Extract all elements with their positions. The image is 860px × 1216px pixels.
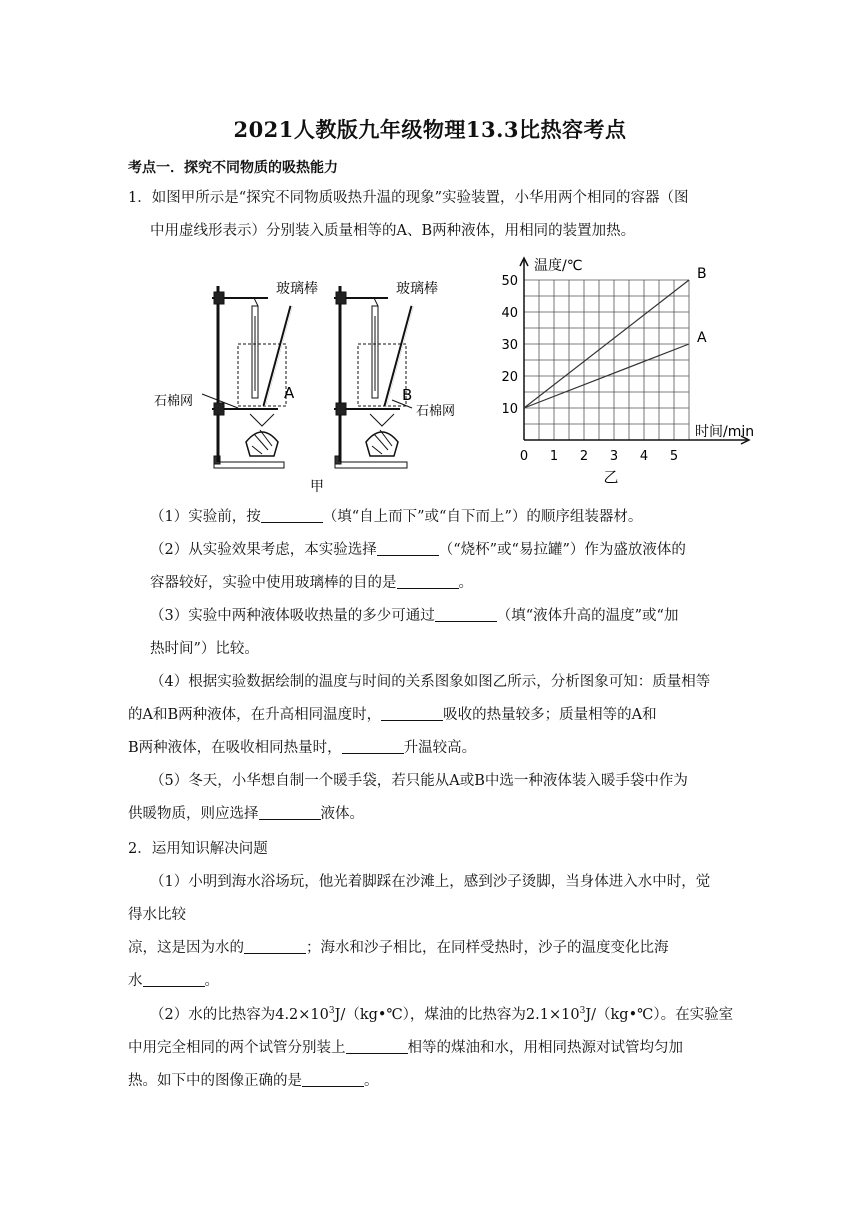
section-heading: 考点一．探究不同物质的吸热能力: [128, 160, 338, 176]
y-tick-label: 40: [501, 306, 518, 321]
left-stand: [212, 286, 292, 468]
answer-blank[interactable]: [346, 1039, 408, 1054]
x-axis-label: 时间/min: [695, 424, 755, 440]
temperature-time-chart: [488, 256, 778, 492]
q1-sub4-cont1: 的A和B两种液体，在升高相同温度时， 吸收的热量较多；质量相等的A和: [128, 707, 657, 723]
answer-blank[interactable]: [381, 706, 443, 721]
y-tick-label: 50: [501, 274, 518, 289]
q1-sub1: （1）实验前，按 （填“自上而下”或“自下而上”）的顺序组装器材。: [150, 509, 643, 525]
x-tick-label: 0: [519, 449, 529, 464]
chart-grid: [524, 280, 689, 440]
q2-intro: 2．运用知识解决问题: [128, 841, 268, 857]
left-rod-label: 玻璃棒: [276, 281, 318, 297]
q1-sub3: （3）实验中两种液体吸收热量的多少可通过 （填“液体升高的温度”或“加: [150, 608, 679, 624]
q1-number: 1．: [128, 190, 152, 206]
x-tick-label: 3: [609, 449, 619, 464]
q1-line1: 1．如图甲所示是“探究不同物质吸热升温的现象”实验装置，小华用两个相同的容器（图: [128, 190, 689, 206]
q2-sub1-cont2: 凉，这是因为水的 ；海水和沙子相比，在同样受热时，沙子的温度变化比海: [128, 940, 669, 956]
answer-blank[interactable]: [244, 939, 306, 954]
x-tick-label: 1: [549, 449, 559, 464]
series-label-a: A: [697, 330, 707, 346]
page-title: 2021人教版九年级物理13.3比热容考点: [233, 117, 627, 142]
answer-blank[interactable]: [302, 1072, 364, 1087]
answer-blank[interactable]: [377, 541, 439, 556]
series-label-b: B: [697, 266, 707, 282]
q1-line2: 中用虚线形表示）分别装入质量相等的A、B两种液体，用相同的装置加热。: [150, 223, 636, 239]
x-tick-label: 2: [579, 449, 589, 464]
q1-sub5: （5）冬天，小华想自制一个暖手袋，若只能从A或B中选一种液体装入暖手袋中作为: [150, 773, 688, 789]
figure-yi-caption: 乙: [603, 468, 619, 486]
q1-sub3-cont: 热时间”）比较。: [150, 641, 259, 657]
right-rod-label: 玻璃棒: [396, 281, 438, 297]
q2-number: 2．: [128, 841, 152, 857]
q2-sub2: （2）水的比热容为$4.2\times 10^3J/(kg•℃)$，煤油的比热容为$2.1\times 10^3J/(kg•℃)$。在实验室: [150, 1006, 734, 1023]
answer-blank[interactable]: [143, 972, 205, 987]
q1-sub4-cont2: B两种液体，在吸收相同热量时， 升温较高。: [128, 740, 477, 756]
y-tick-label: 20: [501, 370, 518, 385]
q1-sub2-cont: 容器较好，实验中使用玻璃棒的目的是 。: [150, 575, 473, 591]
answer-blank[interactable]: [259, 805, 321, 820]
y-tick-label: 10: [501, 402, 518, 417]
q2-sub1-cont1: 得水比较: [128, 907, 186, 923]
q2-sub2-cont1: 中用完全相同的两个试管分别装上 相等的煤油和水，用相同热源对试管均匀加: [128, 1040, 683, 1056]
right-stand: [334, 286, 413, 468]
right-mesh-label: 石棉网: [416, 404, 456, 419]
answer-blank[interactable]: [435, 607, 497, 622]
answer-blank[interactable]: [261, 508, 323, 523]
answer-blank[interactable]: [397, 574, 459, 589]
y-tick-label: 30: [501, 338, 518, 353]
apparatus-figure: [150, 266, 456, 496]
x-tick-label: 4: [639, 449, 649, 464]
q2-sub1-cont3: 水 。: [128, 973, 219, 989]
y-axis-label: 温度/℃: [534, 258, 583, 274]
answer-blank[interactable]: [342, 739, 404, 754]
q2-sub1: （1）小明到海水浴场玩，他光着脚踩在沙滩上，感到沙子烫脚，当身体进入水中时，觉: [150, 874, 711, 890]
liquid-b-label: B: [402, 386, 413, 404]
left-mesh-label: 石棉网: [154, 394, 194, 409]
q1-sub4: （4）根据实验数据绘制的温度与时间的关系图象如图乙所示，分析图象可知：质量相等: [150, 674, 711, 690]
liquid-a-label: A: [284, 384, 295, 402]
q1-sub2: （2）从实验效果考虑，本实验选择 （“烧杯”或“易拉罐”）作为盛放液体的: [150, 542, 686, 558]
q2-sub2-cont2: 热。如下中的图像正确的是 。: [128, 1073, 379, 1089]
q1-sub5-cont: 供暖物质，则应选择 液体。: [128, 806, 364, 822]
x-tick-label: 5: [669, 449, 679, 464]
figure-jia-caption: 甲: [310, 479, 324, 495]
